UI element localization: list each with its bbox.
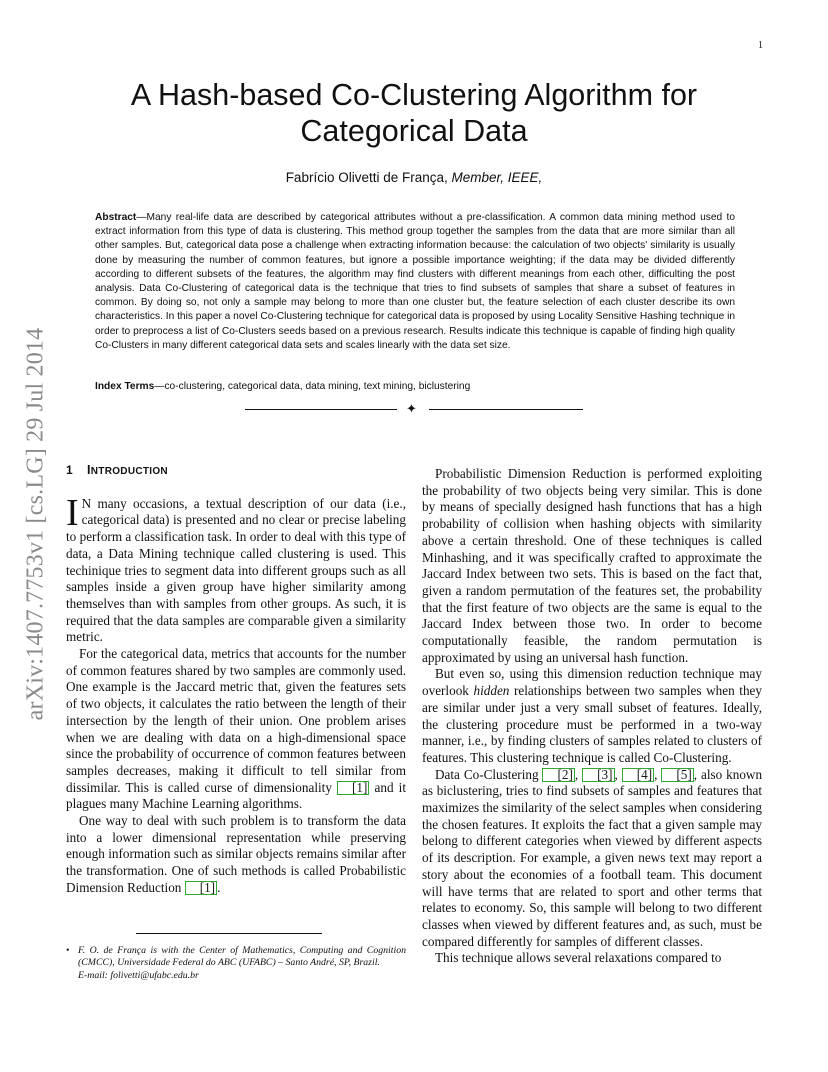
arxiv-identifier-stamp: arXiv:1407.7753v1 [cs.LG] 29 Jul 2014	[22, 327, 49, 721]
section-heading-introduction	[66, 462, 406, 481]
index-terms-label: Index Terms	[95, 381, 155, 392]
intro-paragraph-5-text-b: relationships between two samples when they are similar under just a very small subset of features. Ideally, the clustering procedure must be performed in a two-way manner, i.e., by finding clusters of samples related to clusters of features. This clustering technique is called Co-Clustering.	[422, 683, 762, 765]
separator-rule-right	[429, 409, 583, 410]
page-number: 1	[758, 40, 763, 51]
citation-link[interactable]: [1]	[337, 781, 369, 795]
citation-separator: ,	[614, 766, 622, 782]
intro-paragraph-3	[66, 813, 406, 897]
intro-paragraph-6-text-b: , also known as biclustering, tries to find subsets of samples and features that maximizes the similarity of the select samples when considering the chosen features. It exploits the fact that a given sample may belong to different categories when viewed by different aspects of its description. For example, a given news text may report a story about the economies of a football team. This document will have terms that are related to sport and other terms that relates to economy. So, this sample will belong to two different classes when viewed by different features and, as such, must be compared differently for samples of different classes.	[422, 766, 763, 949]
section-number: 1	[66, 463, 73, 477]
lead-in-smallcaps: N	[81, 495, 92, 511]
right-column	[422, 466, 762, 967]
footnote-email: E-mail: folivetti@ufabc.edu.br	[78, 969, 199, 981]
emphasis-hidden: hidden	[473, 683, 510, 699]
abstract-text: —Many real-life data are described by categorical attributes without a pre-classification. A common data mining method used to extract information from this type of data is clustering. This method group together the samples from the data that are more similar than all other samples. But, categorical data pose a challenge when extracting information because: the calculation of two objects' similarity is usually done by measuring the number of common features, but ignore a possible importance weighting; if the data may be divided differently according to different subsets of the features, the algorithm may find clusters with different meanings from each other, difficulting the post analysis. Data Co-Clustering of categorical data is the technique that tries to find subsets of samples that share a subset of features in common. By doing so, not only a sample may belong to more than one cluster but, the feature selection of each cluster describe its own characteristics. In this paper a novel Co-Clustering technique for categorical data is proposed by using Locality Sensitive Hashing technique in order to preprocess a list of Co-Clusters seeds based on a previous research. Results indicate this technique is capable of finding high quality Co-Clusters in many different categorical data sets and scales linearly with the data set size.	[95, 212, 735, 351]
intro-paragraph-3-text-a: One way to deal with such problem is to transform the data into a lower dimensional representation while preserving enough information such as similar objects remains similar after the transformation. One of such methods is called Probabilistic Dimension Reduction	[66, 813, 406, 895]
drop-cap: I	[66, 491, 79, 534]
intro-paragraph-1-text: many occasions, a textual description of our data (i.e., categorical data) is presented and no clear or precise labeling to perform a classification task. In order to deal with this type of data, a Data Mining technique called clustering is used. This techinique tries to segment data into different groups such as all samples inside a given group have higher similarity among themselves than with samples from other groups. As such, it is required that the data samples are comparable given a similarity metric.	[66, 495, 406, 645]
citation-separator: ,	[574, 766, 583, 782]
paper-title: A Hash-based Co-Clustering Algorithm for Categorical Data	[130, 78, 698, 148]
intro-paragraph-5-text-a: But even so, using this dimension reduction technique may overlook	[422, 666, 762, 699]
intro-paragraph-3-text-b: .	[217, 879, 221, 895]
intro-paragraph-1	[66, 491, 406, 646]
citation-link[interactable]: [2]	[542, 768, 574, 782]
intro-paragraph-6	[422, 767, 762, 951]
intro-paragraph-6-text-a: Data Co-Clustering	[435, 766, 543, 782]
author-membership: Member, IEEE,	[451, 170, 543, 185]
left-column	[66, 462, 406, 897]
separator-rule-left	[245, 409, 397, 410]
author-footnote	[66, 945, 406, 982]
citation-separator: ,	[654, 766, 662, 782]
section-title-rest: NTRODUCTION	[90, 466, 168, 477]
index-terms	[95, 380, 735, 394]
title-block	[80, 77, 748, 185]
intro-paragraph-2-text-b: and it plagues many Machine Learning algorithms.	[66, 779, 406, 812]
abstract	[95, 211, 735, 353]
footnote-affiliation: F. O. de França is with the Center of Mathematics, Computing and Cognition (CMCC), Universidade Federal do ABC (UFABC) – Santo André, SP, Brazil.	[78, 945, 406, 969]
author-name: Fabrício Olivetti de França,	[285, 170, 452, 185]
intro-paragraph-4: Probabilistic Dimension Reduction is performed exploiting the probability of two objects being very similar. This is done by means of specially designed hash functions that has a high probability of collision when hashing objects with similarity above a certain threshold. One of these techniques is called Minhashing, and it was specifically crafted to approximate the Jaccard Index between two sets. This is based on the fact that, given a random permutation of the features set, the probability that the first feature of two objects are the same is equal to the Jaccard Index between those two. In order to become computationally feasible, the random permutation is approximated by using an universal hash function.	[422, 466, 762, 665]
index-terms-text: —co-clustering, categorical data, data mining, text mining, biclustering	[154, 381, 471, 392]
citation-link[interactable]: [5]	[661, 768, 693, 782]
citation-link[interactable]: [3]	[582, 768, 614, 782]
intro-paragraph-7: This technique allows several relaxations compared to	[435, 950, 722, 966]
intro-paragraph-5	[422, 666, 762, 766]
intro-paragraph-2-text-a: For the categorical data, metrics that accounts for the number of common features shared by two samples are commonly used. One example is the Jaccard metric that, given the features sets of two objects, it calculates the ratio between the length of their intersection by the length of their union. One problem arises when we are dealing with data on a high-dimensional space since the probability of occurrence of common features between samples decreases, making it difficult to tell similar from dissimilar. This is called curse of dimensionality	[66, 646, 406, 795]
intro-paragraph-2	[66, 646, 406, 813]
citation-link[interactable]: [4]	[622, 768, 654, 782]
citation-link[interactable]: [1]	[185, 881, 217, 895]
section-separator	[245, 401, 583, 417]
section-title-initial: I	[86, 463, 91, 477]
footnote-rule	[136, 933, 322, 934]
diamond-ornament-icon: ✦	[406, 401, 417, 416]
abstract-label: Abstract	[95, 212, 137, 223]
author-line	[80, 170, 748, 185]
bullet-icon: •	[66, 945, 70, 956]
